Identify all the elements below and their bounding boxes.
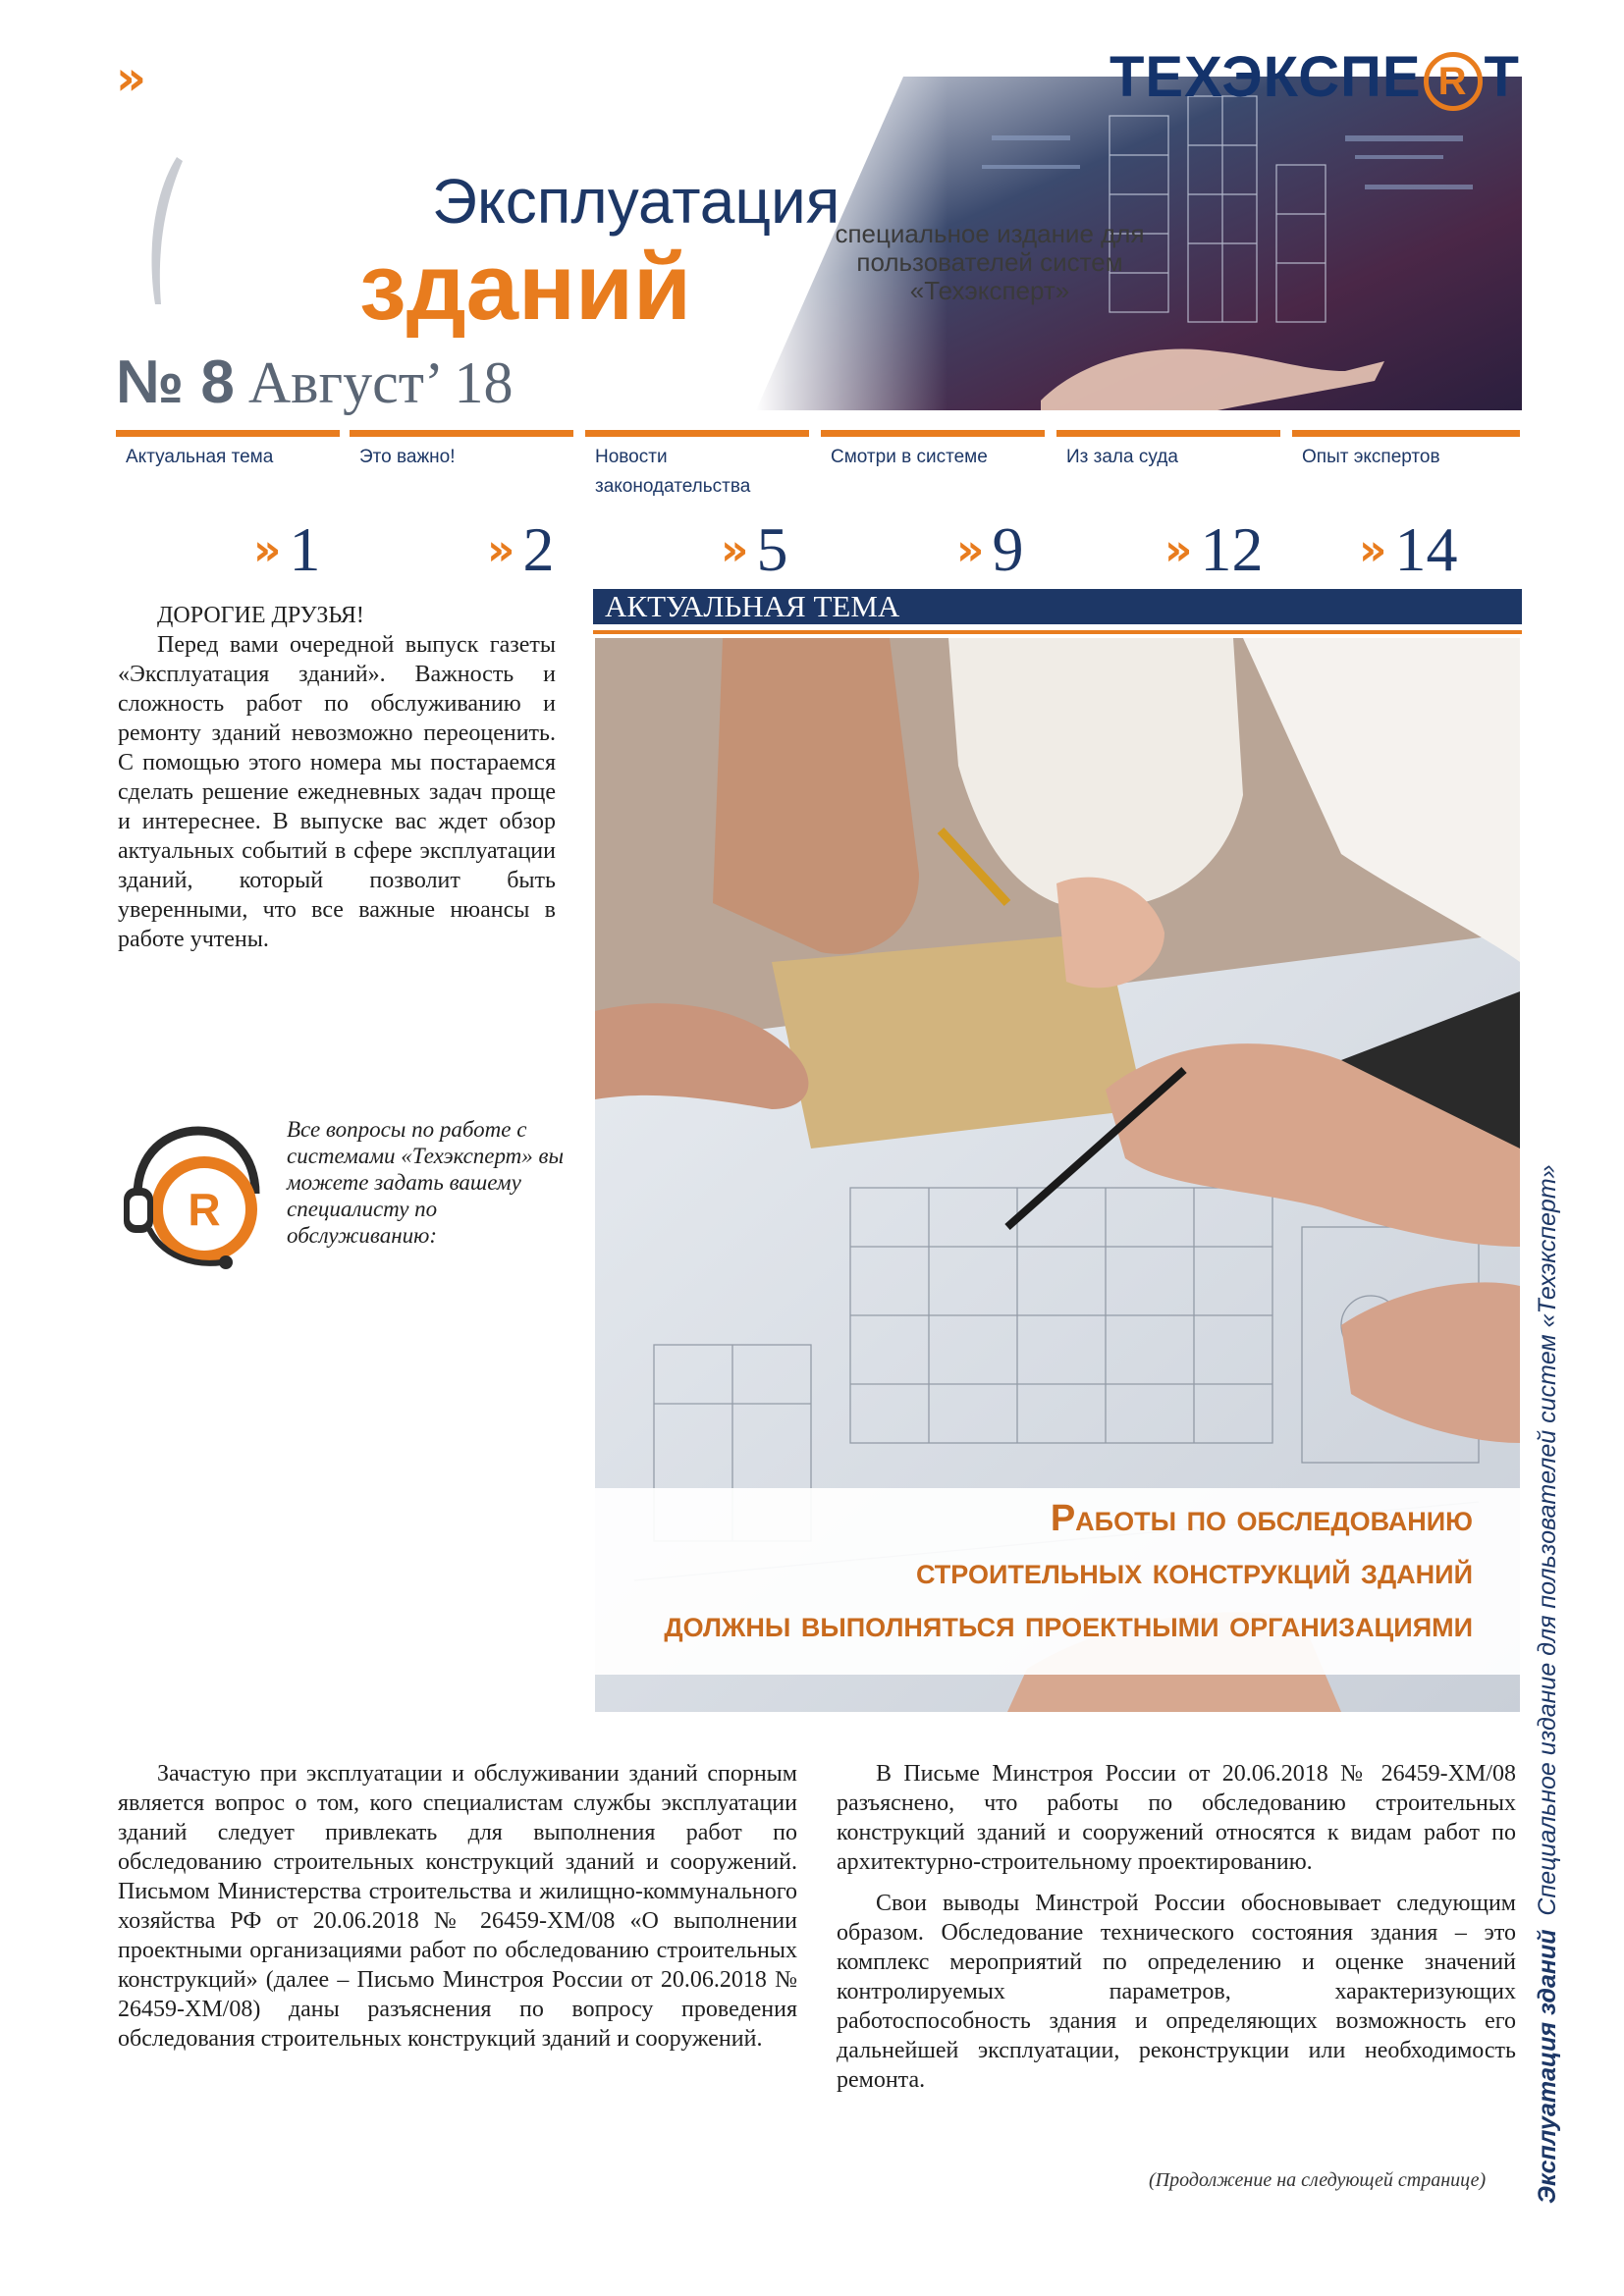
logo-text-left: ТЕХЭКСПЕ [1110, 45, 1422, 109]
headline-line: строительных конструкций зданий [915, 1551, 1473, 1592]
corner-arrows-icon: » [116, 51, 147, 106]
issue-info [116, 347, 513, 417]
tab-page-number: 5 [756, 514, 788, 584]
issue-number: № 8 [116, 348, 235, 416]
headline-line: должны выполняться проектными организациями [664, 1604, 1473, 1645]
article-paragraph: В Письме Минстроя России от 20.06.2018 № 26459-ХМ/08 разъяснено, что работы по обследованию строительных конструкций зданий и сооружений относятся к видам работ по архитектурно-строительному проектированию. [837, 1761, 1516, 1875]
tab-page-link[interactable] [487, 513, 554, 586]
support-note: Все вопросы по работе с системами «Техэксперт» вы можете задать вашему специалисту по обслуживанию: [287, 1117, 565, 1248]
tab-page-number: 12 [1200, 514, 1264, 584]
vertical-sidebar-caption [1534, 1124, 1562, 2204]
page-curl-decoration [147, 157, 187, 304]
continued-note: (Продолжение на следующей странице) [1149, 2169, 1487, 2191]
registered-r-icon: R [1424, 52, 1483, 111]
section-divider [593, 630, 1522, 634]
logo-text-right: Т [1484, 45, 1520, 109]
article-paragraph: Зачастую при эксплуатации и обслуживании зданий спорным является вопрос о том, кого специалистам службы эксплуатации зданий следует привлекать для выполнения работ по обследованию строительных конструкций зданий и сооружений. Письмом Министерства строительства и жилищно-коммунального хозяйства РФ от 20.06.2018 № 26459-ХМ/08 «О выполнении проектными организациями работ по обследованию строительных конструкций» (далее – Письмо Минстроя России от 20.06.2018 № 26459-ХМ/08) даны разъяснения по вопросу проведения обследования строительных конструкций зданий и сооружений. [118, 1761, 797, 2052]
tab-page-link[interactable] [1359, 513, 1457, 586]
tab-page-link[interactable] [1164, 513, 1263, 586]
tab-label: Из зала суда [1066, 447, 1178, 467]
masthead-subtitle: специальное издание для пользователей систем «Техэксперт» [835, 219, 1145, 305]
double-arrow-icon: » [487, 525, 515, 575]
double-arrow-icon: » [1359, 525, 1387, 575]
article-paragraph: Свои выводы Минстрой России обосновывает следующим образом. Обследование технического состояния здания – это комплекс мероприятий по определению и оценке значений контролируемых параметров, характеризующих работоспособность здания и определяющих возможность его дальнейшей эксплуатации, реконструкции или необходимость ремонта. [837, 1891, 1516, 2093]
article-column-left [118, 1759, 797, 2065]
tab-label: Актуальная тема [126, 447, 274, 467]
intro-greeting: ДОРОГИЕ ДРУЗЬЯ! [157, 603, 364, 628]
tab-legislation-news[interactable] [585, 430, 809, 584]
tab-page-number: 14 [1394, 514, 1458, 584]
sidebar-title: Эксплуатация зданий [1534, 1929, 1561, 2204]
tab-actual-topic[interactable] [116, 430, 340, 584]
tab-see-in-system[interactable] [821, 430, 1045, 584]
tab-expert-experience[interactable] [1292, 430, 1520, 584]
intro-text [118, 601, 556, 954]
double-arrow-icon: » [721, 525, 749, 575]
magazine-title-line1: Эксплуатация [432, 166, 840, 237]
intro-paragraph: Перед вами очередной выпуск газеты «Эксплуатация зданий». Важность и сложность работ по обслуживанию и ремонту зданий невозможно переоценить. С помощью этого номера мы постараемся сделать решение ежедневных задач проще и интереснее. В выпуске вас ждет обзор актуальных событий в сфере эксплуатации зданий, который позволит быть уверенными, что все важные нюансы в работе учтены. [118, 632, 556, 952]
headline-line: Работы по обследованию [1050, 1498, 1473, 1539]
tab-label: Новости законодательства [595, 447, 751, 497]
article-column-right [837, 1759, 1516, 2107]
double-arrow-icon: » [956, 525, 985, 575]
issue-date: Август’ 18 [247, 350, 514, 415]
tab-page-number: 9 [992, 514, 1024, 584]
tab-important[interactable] [350, 430, 573, 584]
double-arrow-icon: » [253, 525, 282, 575]
article-headline [589, 1492, 1473, 1651]
texexpert-logo [1110, 44, 1520, 111]
headset-support-icon [116, 1119, 271, 1274]
tab-page-number: 1 [289, 514, 321, 584]
tab-page-link[interactable] [253, 513, 320, 586]
double-arrow-icon: » [1164, 525, 1193, 575]
tab-label: Это важно! [359, 447, 456, 467]
tab-label: Смотри в системе [831, 447, 988, 467]
section-heading: АКТУАЛЬНАЯ ТЕМА [593, 589, 1522, 624]
tab-label: Опыт экспертов [1302, 447, 1440, 467]
tab-courtroom[interactable] [1056, 430, 1280, 584]
svg-text:R: R [188, 1184, 221, 1235]
tab-page-link[interactable] [721, 513, 787, 586]
magazine-title-line2: зданий [359, 235, 692, 340]
tab-page-number: 2 [522, 514, 555, 584]
sidebar-subtitle: Специальное издание для пользователей систем «Техэксперт» [1534, 1164, 1561, 1916]
tab-page-link[interactable] [956, 513, 1023, 586]
